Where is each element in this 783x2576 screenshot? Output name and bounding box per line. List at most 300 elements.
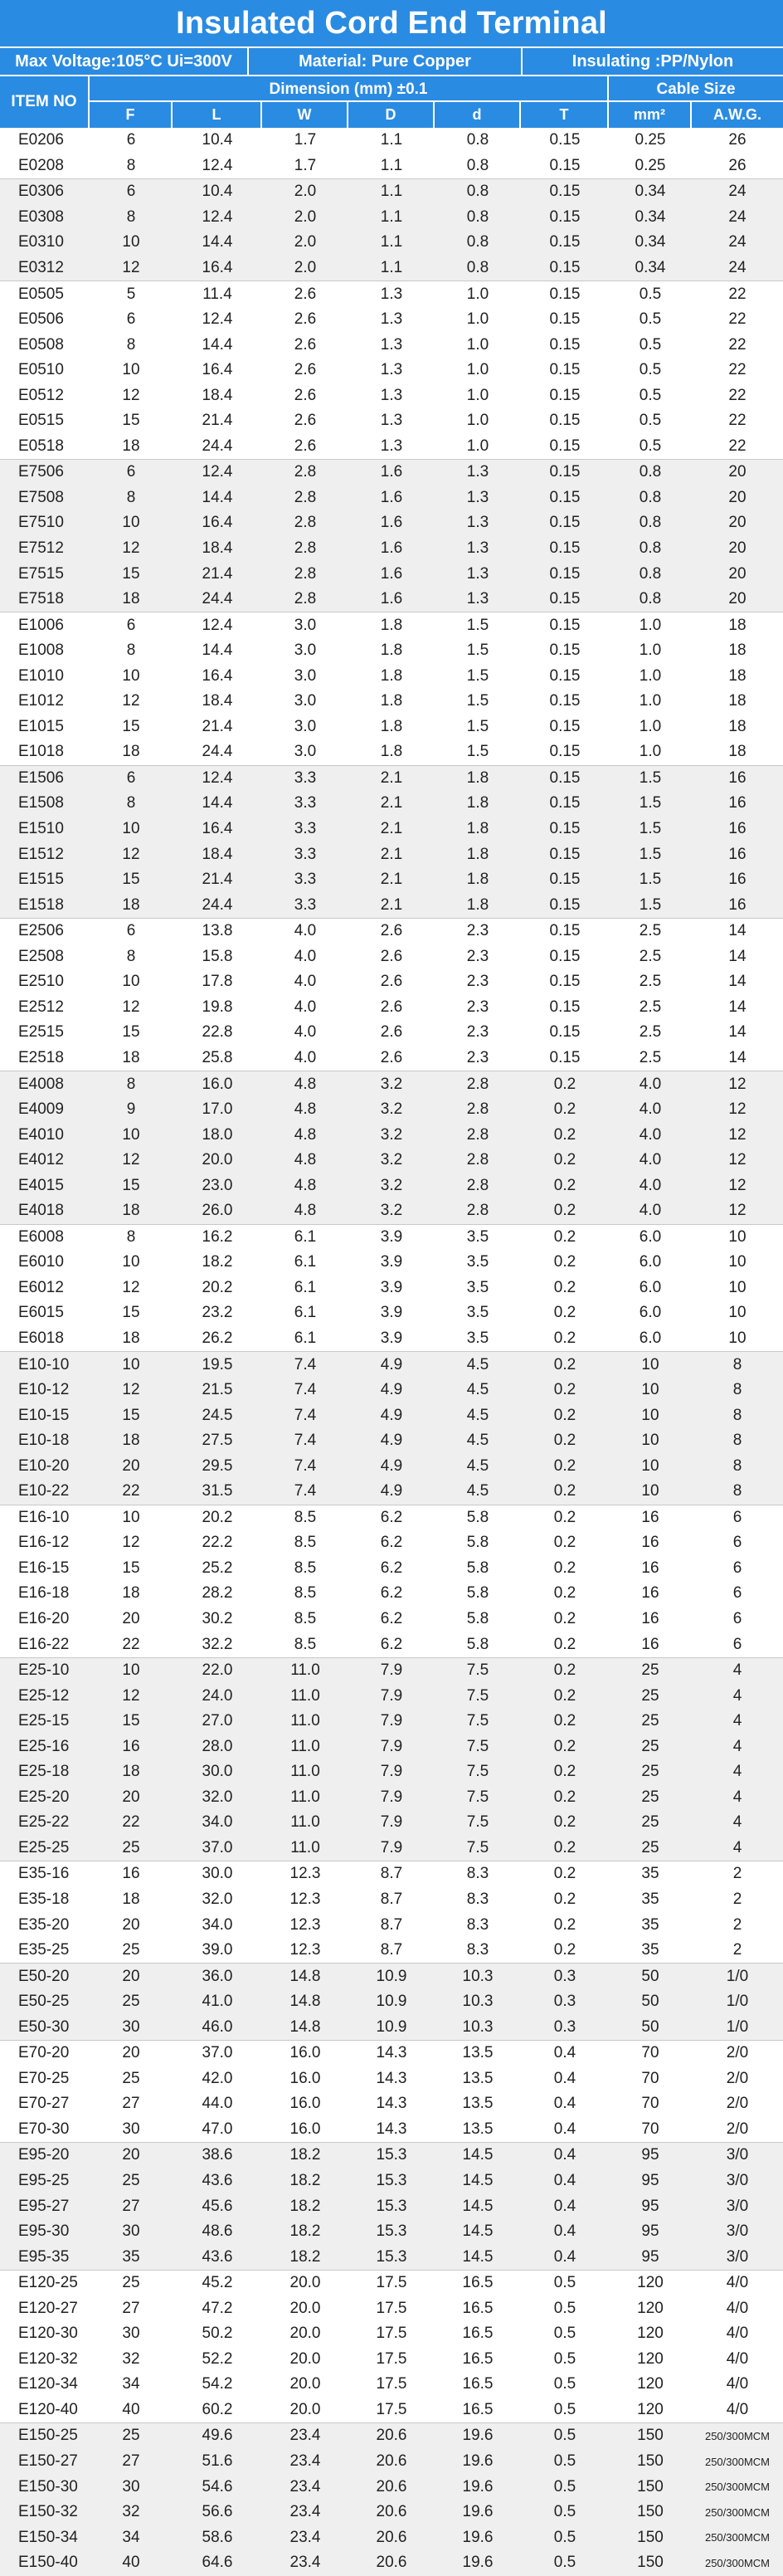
cell-d-upper: 3.2 <box>348 1122 435 1148</box>
cell-t: 0.15 <box>549 335 581 354</box>
cell-t: 0.2 <box>521 1122 609 1148</box>
cell-d-lower: 16.5 <box>462 2400 494 2418</box>
cell-awg: 16 <box>692 867 783 893</box>
cell-d-lower: 1.8 <box>435 867 521 893</box>
cell-mm2: 95 <box>609 2244 692 2270</box>
cell-awg: 1/0 <box>692 1964 783 1989</box>
cell-item-no: E2518 <box>18 1048 64 1066</box>
cell-item-no: E2510 <box>18 973 64 991</box>
cell-awg: 6 <box>732 1584 742 1603</box>
cell-l: 16.4 <box>173 256 262 281</box>
cell-t: 0.15 <box>521 587 609 612</box>
table-row <box>0 510 783 536</box>
cell-l: 39.0 <box>202 1941 233 1959</box>
table-row <box>0 2117 783 2143</box>
cell-w: 3.0 <box>262 612 348 638</box>
cell-item-no: E25-22 <box>0 1810 90 1836</box>
cell-mm2: 95 <box>609 2169 692 2194</box>
cell-awg: 2 <box>732 1915 742 1934</box>
cell-item-no: E70-20 <box>0 2041 90 2066</box>
cell-l: 12.4 <box>173 460 262 485</box>
cell-w: 2.0 <box>262 230 348 256</box>
cell-f: 20 <box>122 1915 140 1934</box>
header-col-mm2: mm² <box>609 102 692 128</box>
cell-d-lower: 1.5 <box>466 743 489 761</box>
cell-awg: 3/0 <box>692 2193 783 2219</box>
cell-f: 6 <box>90 918 173 944</box>
cell-f: 18 <box>122 437 140 455</box>
cell-item-no: E35-25 <box>18 1941 70 1959</box>
cell-w: 16.0 <box>289 2069 321 2087</box>
table-row <box>0 1046 783 1071</box>
cell-w: 6.1 <box>294 1329 317 1347</box>
table-row <box>0 739 783 765</box>
cell-d-upper: 7.9 <box>348 1785 435 1811</box>
table-row <box>0 2525 783 2550</box>
cell-item-no: E10-10 <box>0 1352 90 1378</box>
cell-w: 3.0 <box>294 692 317 710</box>
cell-w: 7.4 <box>262 1479 348 1505</box>
cell-d-lower: 2.3 <box>466 1023 489 1042</box>
cell-f: 25 <box>122 1941 140 1959</box>
cell-w: 11.0 <box>262 1810 348 1836</box>
cell-d-upper: 14.3 <box>376 2069 407 2087</box>
cell-mm2: 1.0 <box>639 666 662 685</box>
cell-t: 0.4 <box>521 2219 609 2245</box>
cell-item-no: E10-15 <box>0 1403 90 1428</box>
cell-w: 16.0 <box>289 2095 321 2113</box>
cell-l: 23.0 <box>173 1173 262 1198</box>
cell-d-upper: 7.9 <box>348 1709 435 1734</box>
cell-item-no: E7508 <box>0 485 90 511</box>
table-row <box>0 867 783 893</box>
table-row <box>0 1810 783 1836</box>
cell-mm2: 70 <box>609 2041 692 2066</box>
cell-d-upper: 20.6 <box>348 2474 435 2500</box>
cell-awg: 4 <box>692 1785 783 1811</box>
cell-d-upper: 20.6 <box>348 2449 435 2475</box>
cell-d-lower: 1.8 <box>435 817 521 842</box>
cell-mm2: 95 <box>609 2193 692 2219</box>
cell-d-upper: 2.1 <box>348 765 435 791</box>
cell-mm2: 10 <box>609 1453 692 1479</box>
table-row <box>0 281 783 307</box>
cell-mm2: 120 <box>637 2299 664 2317</box>
cell-d-upper: 1.3 <box>380 437 403 455</box>
table-row <box>0 256 783 281</box>
cell-d-lower: 14.5 <box>435 2169 521 2194</box>
cell-f: 18 <box>122 1891 140 1908</box>
table-row <box>0 1989 783 2015</box>
table-row <box>0 1632 783 1657</box>
cell-mm2: 1.0 <box>639 642 662 660</box>
cell-d-lower: 0.8 <box>466 131 489 149</box>
cell-l: 30.2 <box>202 1609 233 1627</box>
cell-l: 43.6 <box>173 2169 262 2194</box>
cell-item-no: E2508 <box>18 947 64 965</box>
table-row <box>0 1683 783 1709</box>
cell-d-upper: 10.9 <box>348 1989 435 2015</box>
cell-t: 0.15 <box>549 386 581 404</box>
cell-f: 8 <box>90 791 173 817</box>
cell-awg: 4/0 <box>726 2375 749 2393</box>
cell-mm2: 150 <box>609 2423 692 2449</box>
cell-awg: 22 <box>728 386 747 404</box>
cell-f: 15 <box>90 867 173 893</box>
cell-mm2: 25 <box>609 1709 692 1734</box>
cell-d-lower: 2.3 <box>466 947 489 965</box>
cell-d-upper: 4.9 <box>348 1378 435 1403</box>
table-row <box>0 2169 783 2194</box>
cell-item-no: E7515 <box>0 561 90 587</box>
cell-mm2: 25 <box>609 1734 692 1759</box>
header-col-l: L <box>173 102 262 128</box>
cell-d-lower: 2.3 <box>466 973 489 991</box>
cell-d-lower: 2.8 <box>435 1198 521 1224</box>
cell-mm2: 35 <box>641 1891 659 1908</box>
cell-item-no: E1510 <box>0 817 90 842</box>
cell-l: 15.8 <box>202 947 233 965</box>
cell-t: 0.2 <box>521 1479 609 1505</box>
cell-t: 0.2 <box>521 1403 609 1428</box>
cell-d-upper: 2.6 <box>380 1048 403 1066</box>
cell-l: 14.4 <box>173 230 262 256</box>
cell-l: 43.6 <box>173 2244 262 2270</box>
table-row <box>0 1530 783 1556</box>
cell-d-upper: 15.3 <box>348 2169 435 2194</box>
cell-mm2: 50 <box>609 1964 692 1989</box>
cell-d-upper: 3.9 <box>348 1224 435 1250</box>
cell-mm2: 0.8 <box>609 587 692 612</box>
table-row <box>0 1887 783 1913</box>
cell-f: 6 <box>90 612 173 638</box>
cell-l: 34.0 <box>202 1915 233 1934</box>
cell-w: 18.2 <box>262 2244 348 2270</box>
cell-d-upper: 1.3 <box>380 335 403 354</box>
cell-f: 18 <box>90 892 173 918</box>
cell-mm2: 10 <box>609 1403 692 1428</box>
cell-t: 0.5 <box>521 2423 609 2449</box>
cell-item-no: E120-40 <box>18 2400 78 2418</box>
cell-mm2: 10 <box>609 1378 692 1403</box>
cell-mm2: 6.0 <box>639 1253 662 1271</box>
cell-d-upper: 1.6 <box>348 561 435 587</box>
table-row <box>0 2193 783 2219</box>
cell-l: 28.2 <box>202 1584 233 1603</box>
cell-f: 6 <box>90 179 173 205</box>
cell-t: 0.4 <box>521 2169 609 2194</box>
cell-t: 0.2 <box>553 1891 576 1908</box>
cell-d-lower: 16.5 <box>462 2299 494 2317</box>
cell-f: 15 <box>122 1559 140 1577</box>
cell-awg: 8 <box>692 1352 783 1378</box>
cell-awg: 3/0 <box>692 2143 783 2169</box>
table-row <box>0 1734 783 1759</box>
cell-f: 22 <box>122 1635 140 1653</box>
cell-w: 18.2 <box>262 2219 348 2245</box>
cell-d-lower: 2.8 <box>435 1173 521 1198</box>
cell-l: 47.2 <box>202 2299 233 2317</box>
cell-f: 18 <box>90 1759 173 1785</box>
cell-l: 16.0 <box>173 1071 262 1097</box>
cell-d-lower: 5.8 <box>435 1505 521 1530</box>
spec-insulating: Insulating :PP/Nylon <box>571 52 734 71</box>
cell-l: 49.6 <box>173 2423 262 2449</box>
cell-d-upper: 7.9 <box>348 1657 435 1683</box>
cell-l: 21.4 <box>202 412 233 430</box>
cell-awg: 24 <box>692 256 783 281</box>
cell-awg: 8 <box>692 1428 783 1454</box>
cell-t: 0.15 <box>521 892 609 918</box>
cell-t: 0.2 <box>521 1453 609 1479</box>
cell-item-no: E150-30 <box>0 2474 90 2500</box>
table-row <box>0 434 783 460</box>
cell-f: 34 <box>90 2525 173 2550</box>
cell-d-upper: 2.6 <box>380 1023 403 1042</box>
cell-awg: 14 <box>728 947 747 965</box>
table-row <box>0 2423 783 2449</box>
cell-f: 15 <box>90 561 173 587</box>
cell-f: 30 <box>122 2120 140 2138</box>
cell-item-no: E1512 <box>0 842 90 867</box>
cell-d-upper: 1.8 <box>348 612 435 638</box>
table-row <box>0 1097 783 1123</box>
cell-l: 34.0 <box>173 1810 262 1836</box>
cell-f: 20 <box>90 2143 173 2169</box>
cell-l: 16.4 <box>173 510 262 536</box>
cell-d-lower: 4.5 <box>435 1453 521 1479</box>
cell-d-lower: 19.6 <box>435 2474 521 2500</box>
cell-d-upper: 15.3 <box>348 2193 435 2219</box>
table-row <box>0 1912 783 1938</box>
cell-w: 3.0 <box>294 717 317 735</box>
cell-d-lower: 0.8 <box>435 205 521 231</box>
cell-d-lower: 4.5 <box>435 1403 521 1428</box>
cell-d-lower: 1.5 <box>466 717 489 735</box>
cell-w: 4.8 <box>262 1173 348 1198</box>
cell-f: 20 <box>90 2041 173 2066</box>
cell-t: 0.4 <box>521 2244 609 2270</box>
cell-awg: 24 <box>692 230 783 256</box>
cell-w: 7.4 <box>262 1428 348 1454</box>
cell-item-no: E0508 <box>18 335 64 354</box>
cell-d-upper: 1.8 <box>380 743 403 761</box>
cell-d-upper: 8.7 <box>380 1941 403 1959</box>
cell-item-no: E25-10 <box>0 1657 90 1683</box>
cell-mm2: 1.0 <box>609 612 692 638</box>
cell-d-lower: 14.5 <box>435 2193 521 2219</box>
cell-d-upper: 1.8 <box>380 642 403 660</box>
cell-awg: 4/0 <box>726 2299 749 2317</box>
table-row <box>0 1964 783 1989</box>
table-row <box>0 230 783 256</box>
cell-w: 3.3 <box>262 892 348 918</box>
cell-f: 27 <box>90 2449 173 2475</box>
cell-d-lower: 5.8 <box>466 1559 489 1577</box>
spec-material: Material: Pure Copper <box>249 48 523 75</box>
table-row <box>0 1250 783 1276</box>
cell-d-upper: 2.1 <box>348 791 435 817</box>
cell-awg: 16 <box>692 765 783 791</box>
cell-l: 10.4 <box>173 179 262 205</box>
cell-t: 0.2 <box>521 1759 609 1785</box>
cell-t: 0.15 <box>549 743 581 761</box>
cell-awg: 8 <box>692 1479 783 1505</box>
table-row <box>0 969 783 995</box>
cell-d-lower: 2.8 <box>435 1071 521 1097</box>
cell-t: 0.15 <box>549 947 581 965</box>
cell-awg: 14 <box>728 998 747 1016</box>
cell-d-upper: 6.2 <box>380 1609 403 1627</box>
cell-w: 2.6 <box>294 361 317 379</box>
cell-mm2: 25 <box>609 1810 692 1836</box>
cell-item-no: E150-32 <box>0 2500 90 2525</box>
cell-mm2: 1.0 <box>639 717 662 735</box>
header-col-d-upper: D <box>348 102 435 128</box>
cell-mm2: 2.5 <box>639 973 662 991</box>
cell-l: 32.2 <box>202 1635 233 1653</box>
cell-d-upper: 17.5 <box>376 2325 407 2343</box>
cell-awg: 1/0 <box>692 2014 783 2040</box>
cell-d-lower: 1.0 <box>466 361 489 379</box>
cell-mm2: 150 <box>609 2550 692 2576</box>
cell-l: 18.0 <box>173 1122 262 1148</box>
cell-item-no: E0515 <box>18 412 64 430</box>
cell-item-no: E150-25 <box>0 2423 90 2449</box>
cell-w: 20.0 <box>289 2325 321 2343</box>
cell-mm2: 0.25 <box>635 156 666 174</box>
cell-d-upper: 17.5 <box>376 2349 407 2368</box>
cell-t: 0.15 <box>521 485 609 511</box>
cell-l: 36.0 <box>173 1964 262 1989</box>
cell-awg: 22 <box>728 361 747 379</box>
cell-item-no: E10-12 <box>0 1378 90 1403</box>
cell-t: 0.15 <box>521 817 609 842</box>
cell-d-lower: 1.3 <box>435 510 521 536</box>
cell-l: 47.0 <box>202 2120 233 2138</box>
cell-mm2: 2.5 <box>639 947 662 965</box>
cell-w: 11.0 <box>262 1657 348 1683</box>
cell-w: 18.2 <box>262 2193 348 2219</box>
cell-d-upper: 4.9 <box>348 1352 435 1378</box>
header-item-no: ITEM NO <box>0 76 90 128</box>
cell-item-no: E16-18 <box>18 1584 70 1603</box>
cell-mm2: 4.0 <box>609 1122 692 1148</box>
cell-mm2: 50 <box>609 1989 692 2015</box>
cell-t: 0.2 <box>553 1304 576 1322</box>
table-row <box>0 332 783 358</box>
cell-item-no: E50-20 <box>0 1964 90 1989</box>
cell-d-lower: 4.5 <box>435 1352 521 1378</box>
cell-awg: 20 <box>692 536 783 562</box>
cell-f: 18 <box>122 1584 140 1603</box>
cell-l: 12.4 <box>202 310 233 329</box>
cell-l: 16.4 <box>202 666 233 685</box>
cell-w: 4.0 <box>262 918 348 944</box>
cell-d-lower: 1.8 <box>435 791 521 817</box>
cell-d-lower: 8.3 <box>466 1891 489 1908</box>
cell-item-no: E10-20 <box>0 1453 90 1479</box>
table-row <box>0 1122 783 1148</box>
cell-w: 3.3 <box>262 867 348 893</box>
cell-d-lower: 2.3 <box>435 918 521 944</box>
cell-mm2: 120 <box>637 2325 664 2343</box>
cell-t: 0.15 <box>521 765 609 791</box>
cell-mm2: 0.5 <box>639 335 662 354</box>
cell-d-lower: 1.3 <box>435 536 521 562</box>
cell-item-no: E4009 <box>0 1097 90 1123</box>
cell-mm2: 1.5 <box>609 765 692 791</box>
cell-mm2: 0.5 <box>639 437 662 455</box>
cell-w: 16.0 <box>262 2041 348 2066</box>
table-row <box>0 1198 783 1224</box>
cell-d-lower: 1.0 <box>466 335 489 354</box>
table-row <box>0 765 783 791</box>
cell-mm2: 0.8 <box>609 485 692 511</box>
cell-l: 41.0 <box>173 1989 262 2015</box>
cell-l: 30.0 <box>173 1861 262 1887</box>
cell-t: 0.15 <box>521 791 609 817</box>
cell-l: 50.2 <box>202 2325 233 2343</box>
cell-f: 27 <box>90 2193 173 2219</box>
cell-l: 37.0 <box>173 2041 262 2066</box>
cell-t: 0.15 <box>549 156 581 174</box>
cell-d-upper: 8.7 <box>348 1861 435 1887</box>
cell-d-lower: 4.5 <box>435 1479 521 1505</box>
cell-t: 0.2 <box>521 1173 609 1198</box>
cell-mm2: 6.0 <box>639 1329 662 1347</box>
cell-l: 16.4 <box>202 361 233 379</box>
cell-awg: 6 <box>732 1559 742 1577</box>
cell-t: 0.2 <box>521 1657 609 1683</box>
header-dimension: Dimension (mm) ±0.1 <box>90 76 609 102</box>
cell-d-upper: 3.2 <box>348 1071 435 1097</box>
cell-w: 2.0 <box>262 256 348 281</box>
table-row <box>0 2041 783 2066</box>
cell-awg: 18 <box>692 612 783 638</box>
cell-f: 40 <box>90 2550 173 2576</box>
cell-d-upper: 15.3 <box>348 2219 435 2245</box>
cell-t: 0.5 <box>553 2299 576 2317</box>
cell-awg: 20 <box>692 485 783 511</box>
cell-mm2: 120 <box>637 2400 664 2418</box>
cell-t: 0.2 <box>521 1071 609 1097</box>
cell-d-upper: 7.9 <box>348 1734 435 1759</box>
cell-awg: 250/300MCM <box>692 2500 783 2525</box>
cell-item-no: E0512 <box>18 386 64 404</box>
cell-w: 2.8 <box>262 510 348 536</box>
cell-item-no: E2506 <box>0 918 90 944</box>
table-row <box>0 689 783 715</box>
cell-l: 23.2 <box>202 1304 233 1322</box>
cell-f: 6 <box>126 131 136 149</box>
cell-l: 11.4 <box>173 281 262 307</box>
table-row <box>0 1224 783 1250</box>
table-row <box>0 561 783 587</box>
cell-item-no: E7518 <box>0 587 90 612</box>
table-row <box>0 918 783 944</box>
cell-t: 0.15 <box>521 230 609 256</box>
cell-f: 9 <box>90 1097 173 1123</box>
cell-d-upper: 3.2 <box>348 1097 435 1123</box>
cell-d-lower: 1.3 <box>435 460 521 485</box>
cell-w: 4.8 <box>262 1122 348 1148</box>
cell-t: 0.2 <box>553 1915 576 1934</box>
table-row <box>0 154 783 179</box>
table-row <box>0 1657 783 1683</box>
cell-t: 0.15 <box>521 281 609 307</box>
cell-w: 2.6 <box>294 386 317 404</box>
